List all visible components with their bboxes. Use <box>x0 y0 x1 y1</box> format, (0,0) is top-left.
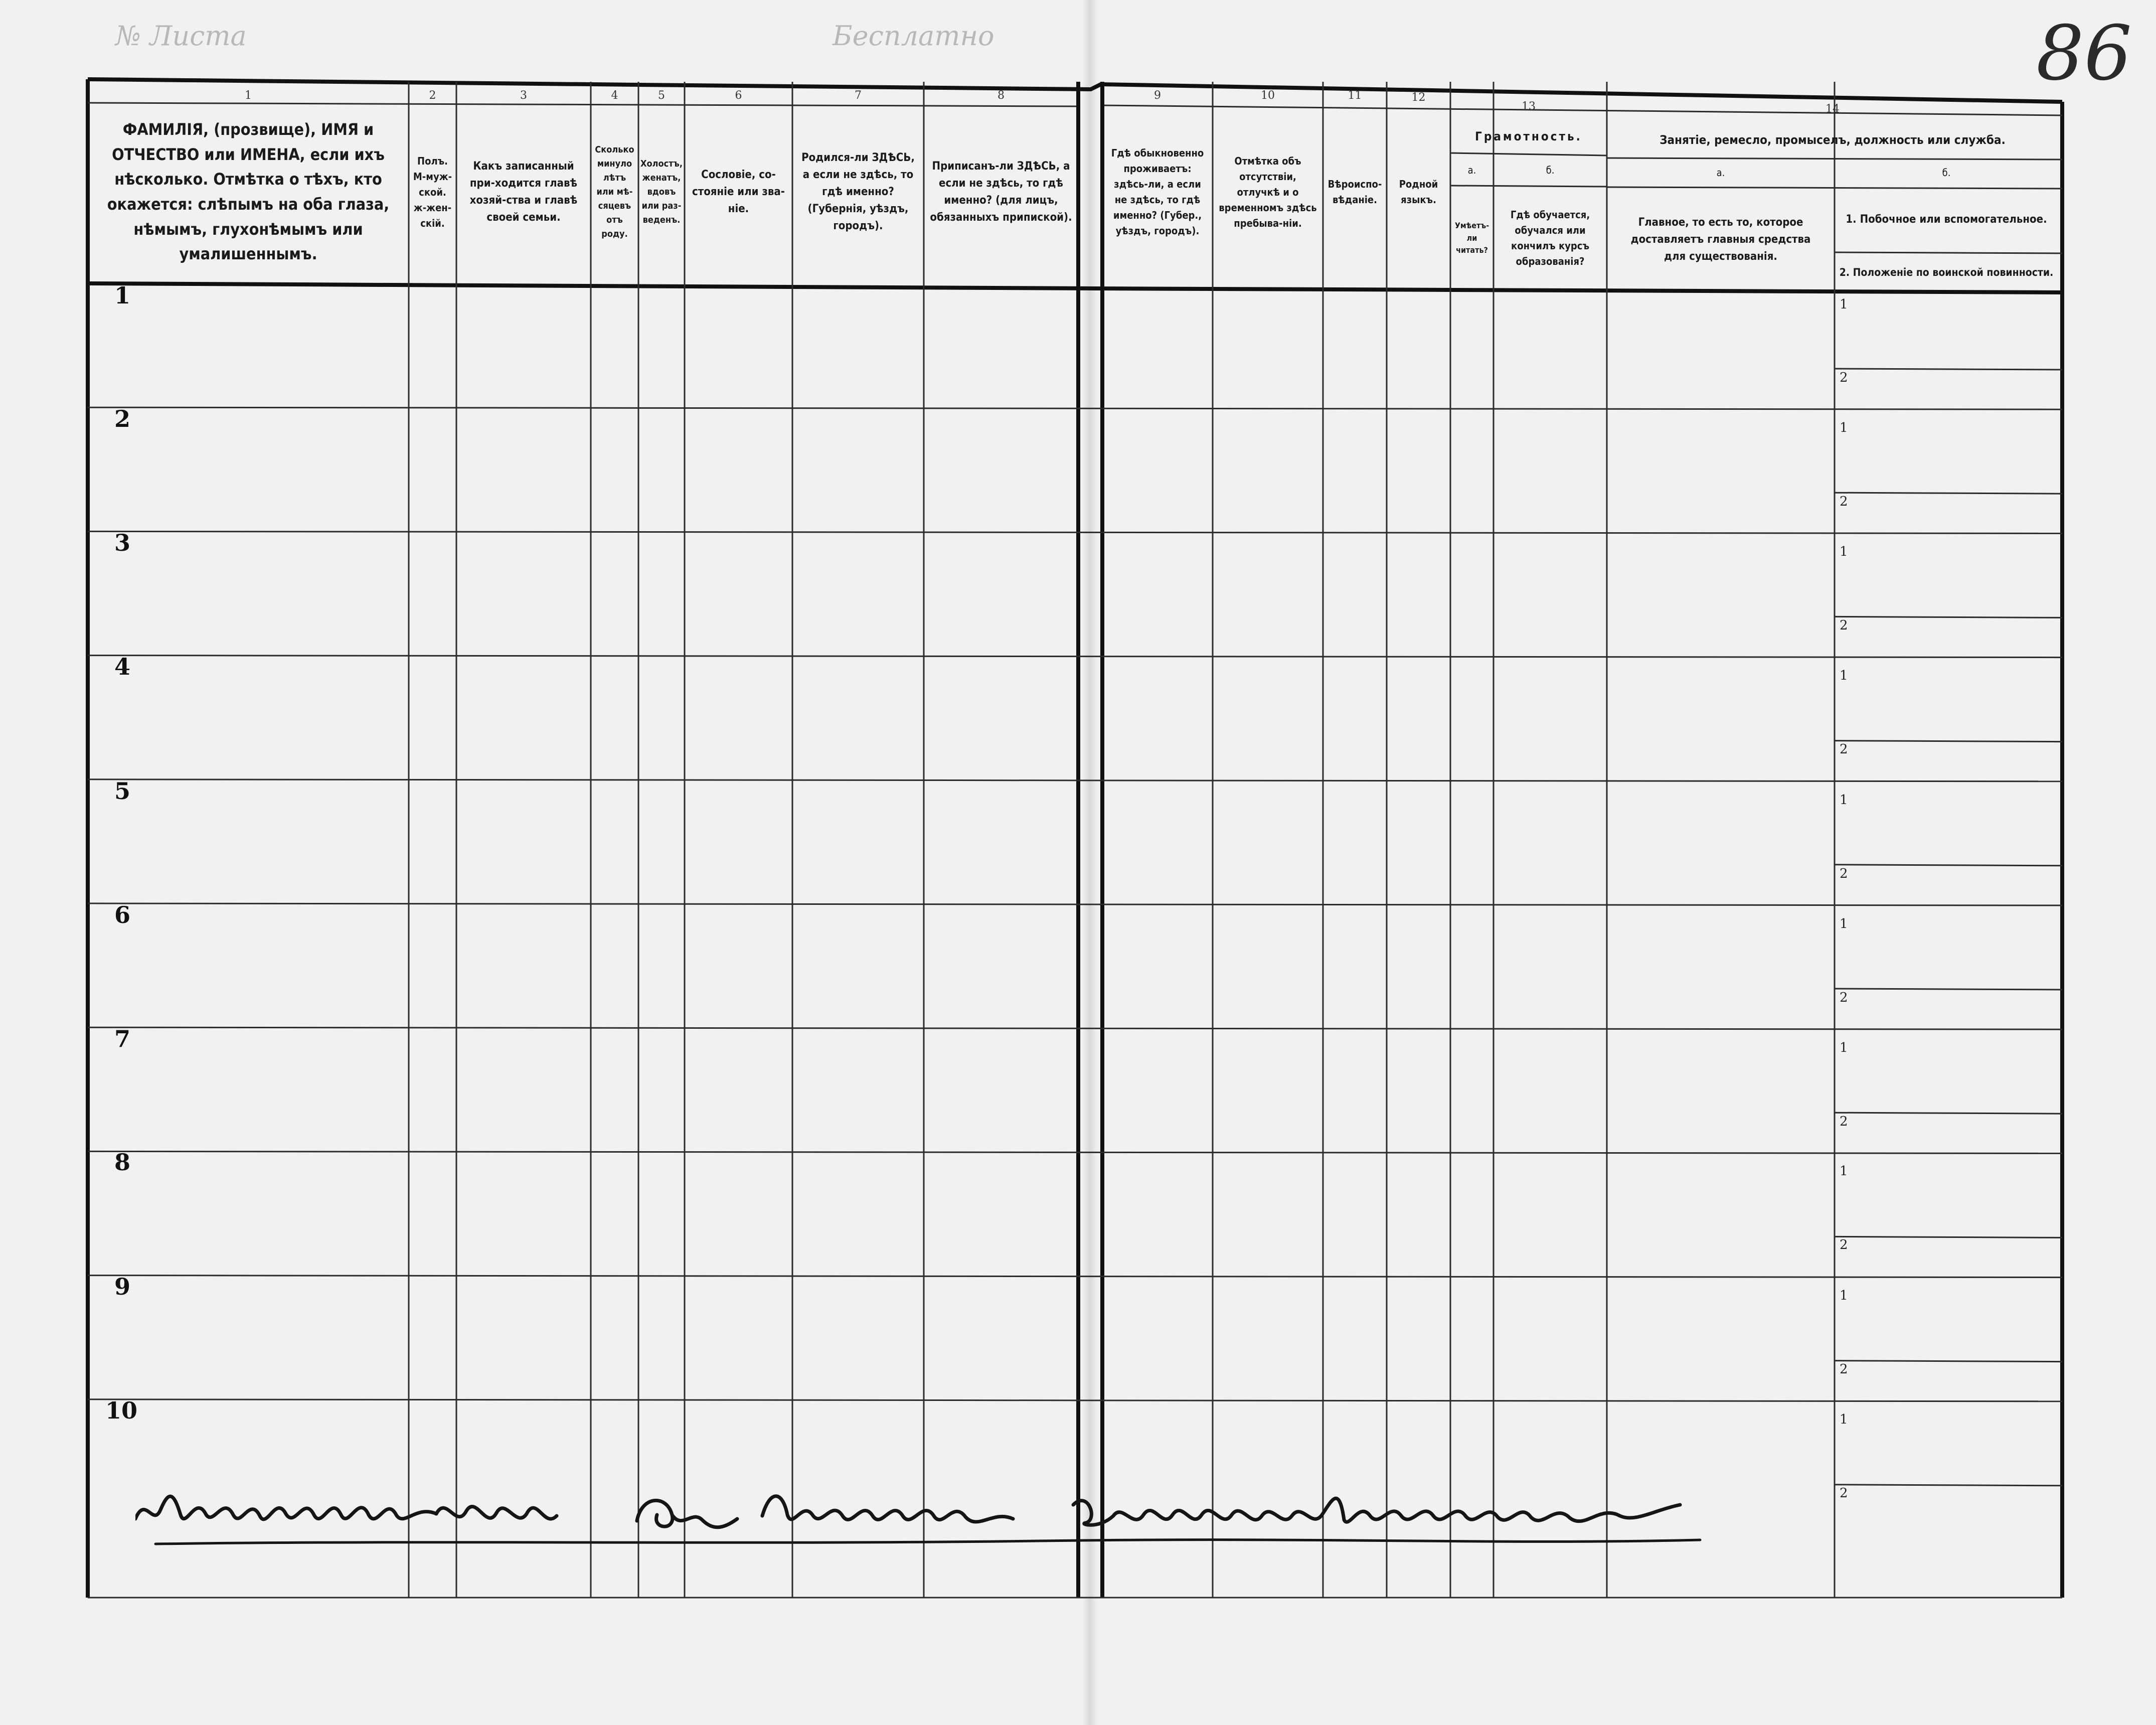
column-number-5: 5 <box>658 89 665 102</box>
header-literacy: Грамотность. <box>1475 129 1582 144</box>
header-residence: Гдѣ обыкновенно проживаетъ: здѣсь-ли, а если не здѣсь, то гдѣ именно? (Губер., уѣздъ, городъ). <box>1111 147 1204 237</box>
header-literacy-b-letter: б. <box>1546 164 1555 176</box>
row9-sub-2: 2 <box>1840 1362 1848 1377</box>
grid-subrow-line-7 <box>1835 1113 2062 1114</box>
page-number: 86 <box>2036 10 2132 97</box>
grid-row-line-1 <box>88 407 2062 409</box>
grid-subrow-line-4 <box>1835 741 2062 742</box>
column-number-7: 7 <box>855 89 862 102</box>
row10-sub-2: 2 <box>1840 1486 1848 1501</box>
column-number-14: 14 <box>1826 103 1840 115</box>
row-number-8: 8 <box>114 1149 131 1176</box>
header-absence: Отмѣтка объ отсутствіи, отлучкѣ и о временномъ здѣсь пребыва-ніи. <box>1219 154 1317 229</box>
grid-subrow-line-8 <box>1835 1236 2062 1237</box>
row5-sub-2: 2 <box>1840 866 1848 881</box>
faint-sheet-number-label: № Листа <box>115 20 247 52</box>
column-number-3: 3 <box>520 89 527 102</box>
row-number-4: 4 <box>114 653 131 680</box>
grid-subrow-line-10 <box>1835 1485 2062 1486</box>
row-number-3: 3 <box>114 529 131 556</box>
row-number-2: 2 <box>114 405 131 432</box>
row-number-6: 6 <box>114 901 131 928</box>
handwritten-note <box>135 1475 1715 1555</box>
grid-colnum-band <box>88 103 1078 106</box>
column-number-9: 9 <box>1154 89 1161 102</box>
column-number-13: 13 <box>1522 100 1536 113</box>
header-sex: Полъ. М-муж-ской. ж-жен-скій. <box>413 154 452 229</box>
header-literacy-a-letter: а. <box>1467 164 1476 176</box>
row-number-9: 9 <box>114 1273 131 1300</box>
header-age: Сколько минуло лѣтъ или мѣ-сяцевъ отъ роду. <box>595 144 634 239</box>
header-registered: Приписанъ-ли ЗДѢСЬ, а если не здѣсь, то гдѣ именно? (для лицъ, обязанныхъ припиской). <box>930 160 1072 224</box>
row6-sub-2: 2 <box>1840 990 1848 1005</box>
header-birthplace: Родился-ли ЗДѢСЬ, а если не здѣсь, то гдѣ именно? (Губернія, уѣздъ, городъ). <box>801 151 915 233</box>
grid-subrow-line-6 <box>1835 989 2062 990</box>
row-number-1: 1 <box>114 282 131 309</box>
row-number-5: 5 <box>114 777 131 805</box>
column-number-10: 10 <box>1261 89 1275 102</box>
faint-free-label: Бесплатно <box>833 20 994 52</box>
row7-sub-1: 1 <box>1840 1040 1848 1055</box>
header-can-read: Умѣетъ-ли читать? <box>1454 220 1489 255</box>
grid-subrow-line-5 <box>1835 865 2062 866</box>
row1-sub-2: 2 <box>1840 370 1848 385</box>
header-occupation-a-letter: а. <box>1716 166 1725 179</box>
header-religion: Вѣроиспо-вѣданіе. <box>1328 178 1382 206</box>
header-name: ФАМИЛІЯ, (прозвище), ИМЯ и ОТЧЕСТВО или ИМЕНА, если ихъ нѣсколько. Отмѣтка о тѣхъ, кто окажется: слѣпымъ на оба глаза, нѣмымъ, глухонѣмымъ или умалишеннымъ. <box>107 120 390 264</box>
header-occupation: Занятіе, ремесло, промыселъ, должность или служба. <box>1660 133 2006 147</box>
row10-sub-1: 1 <box>1840 1412 1848 1427</box>
header-relation: Какъ записанный при-ходится главѣ хозяй-ства и главѣ своей семьи. <box>469 160 578 224</box>
header-native-language: Родной языкъ. <box>1399 178 1438 206</box>
grid-row-line-2 <box>88 531 2062 533</box>
row5-sub-1: 1 <box>1840 793 1848 808</box>
row7-sub-2: 2 <box>1840 1114 1848 1129</box>
column-number-11: 11 <box>1348 89 1362 102</box>
column-number-2: 2 <box>429 89 436 102</box>
row8-sub-2: 2 <box>1840 1237 1848 1252</box>
row2-sub-2: 2 <box>1840 494 1848 509</box>
grid-row-line-4 <box>88 779 2062 781</box>
row1-sub-1: 1 <box>1840 297 1848 312</box>
grid-subrow-line-9 <box>1835 1361 2062 1362</box>
grid-row-line-5 <box>88 903 2062 905</box>
row6-sub-1: 1 <box>1840 916 1848 931</box>
grid-subrow-line-1 <box>1835 369 2062 370</box>
column-number-4: 4 <box>611 89 618 102</box>
header-military-status: 2. Положеніе по воинской повинности. <box>1839 266 2054 278</box>
column-number-8: 8 <box>998 89 1005 102</box>
grid-subrow-line-3 <box>1835 616 2062 617</box>
header-estate: Сословіе, со-стояніе или зва-ніе. <box>692 168 785 216</box>
column-number-1: 1 <box>245 89 252 102</box>
row9-sub-1: 1 <box>1840 1288 1848 1303</box>
row8-sub-1: 1 <box>1840 1164 1848 1179</box>
grid-row-line-3 <box>88 656 2062 658</box>
column-number-6: 6 <box>735 89 742 102</box>
grid-row-line-6 <box>88 1027 2062 1029</box>
grid-row-line-8 <box>88 1276 2062 1278</box>
header-secondary-occupation: 1. Побочное или вспомогательное. <box>1846 213 2047 226</box>
grid-row-line-7 <box>88 1151 2062 1153</box>
header-education: Гдѣ обучается, обучался или кончилъ курсъ образованія? <box>1510 209 1590 267</box>
grid-row-line-9 <box>88 1399 2062 1401</box>
row3-sub-1: 1 <box>1840 544 1848 559</box>
grid-subrow-line-2 <box>1835 493 2062 494</box>
header-main-occupation: Главное, то есть то, которое доставляетъ главныя средства для существованія. <box>1630 216 1811 263</box>
header-occupation-b-letter: б. <box>1942 166 1951 179</box>
header-marital: Холостъ, женатъ, вдовъ или раз-веденъ. <box>640 159 683 225</box>
row3-sub-2: 2 <box>1840 618 1848 633</box>
row4-sub-1: 1 <box>1840 668 1848 683</box>
row2-sub-1: 1 <box>1840 420 1848 435</box>
row-number-10: 10 <box>105 1397 138 1424</box>
row4-sub-2: 2 <box>1840 742 1848 757</box>
row-number-7: 7 <box>114 1025 131 1052</box>
column-number-12: 12 <box>1411 91 1426 104</box>
